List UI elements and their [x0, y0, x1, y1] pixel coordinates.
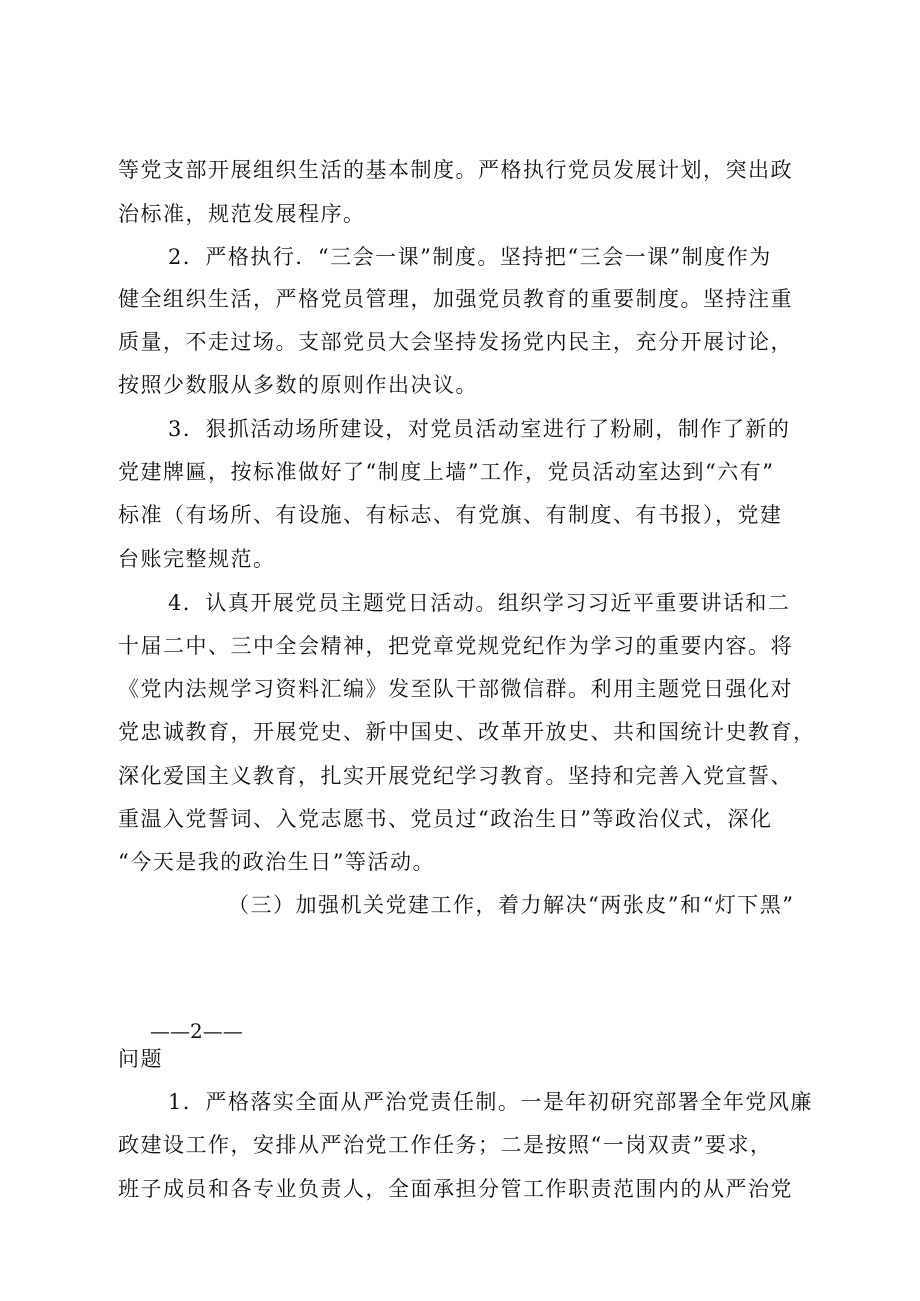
paragraph-line: 标准（有场所、有设施、有标志、有党旗、有制度、有书报），党建	[118, 503, 783, 527]
paragraph-line: 党忠诚教育，开展党史、新中国史、改革开放史、共和国统计史教育，	[118, 720, 816, 744]
paragraph-line: 2．严格执行．“三会一课”制度。坚持把“三会一课”制度作为	[168, 245, 772, 269]
paragraph-line: 健全组织生活，严格党员管理，加强党员教育的重要制度。坚持注重	[118, 287, 793, 311]
paragraph-line: 等党支部开展组织生活的基本制度。严格执行党员发展计划，突出政	[118, 158, 793, 182]
paragraph-line: 1．严格落实全面从严治党责任制。一是年初研究部署全年党风廉	[168, 1090, 813, 1114]
paragraph-line: 重温入党誓词、入党志愿书、党员过“政治生日”等政治仪式，深化	[118, 807, 773, 831]
paragraph-line: 问题	[118, 1047, 163, 1071]
paragraph-line: 班子成员和各专业负责人，全面承担分管工作职责范围内的从严治党	[118, 1177, 793, 1201]
paragraph-line: 十届二中、三中全会精神，把党章党规党纪作为学习的重要内容。将	[118, 634, 793, 658]
paragraph-line: 台账完整规范。	[118, 547, 276, 571]
paragraph-line: 按照少数服从多数的原则作出决议。	[118, 373, 478, 397]
paragraph-line: 3．狠抓活动场所建设，对党员活动室进行了粉刷，制作了新的	[168, 417, 791, 441]
paragraph-line: 质量，不走过场。支部党员大会坚持发扬党内民主，充分开展讨论，	[118, 330, 793, 354]
paragraph-line: 《党内法规学习资料汇编》发至队干部微信群。利用主题党日强化对	[118, 677, 793, 701]
paragraph-line: 治标准，规范发展程序。	[118, 202, 366, 226]
paragraph-line: 党建牌匾，按标准做好了“制度上墙”工作，党员活动室达到“六有”	[118, 460, 775, 484]
paragraph-line: 4．认真开展党员主题党日活动。组织学习习近平重要讲话和二	[168, 591, 791, 615]
paragraph-line: 政建设工作，安排从严治党工作任务；二是按照“一岗双责”要求，	[118, 1133, 773, 1157]
paragraph-line: “今天是我的政治生日”等活动。	[118, 850, 435, 874]
page-number: ——2——	[150, 1019, 243, 1043]
paragraph-line: 深化爱国主义教育，扎实开展党纪学习教育。坚持和完善入党宣誓、	[118, 764, 793, 788]
section-heading: （三）加强机关党建工作，着力解决“两张皮”和“灯下黑”	[228, 893, 795, 917]
